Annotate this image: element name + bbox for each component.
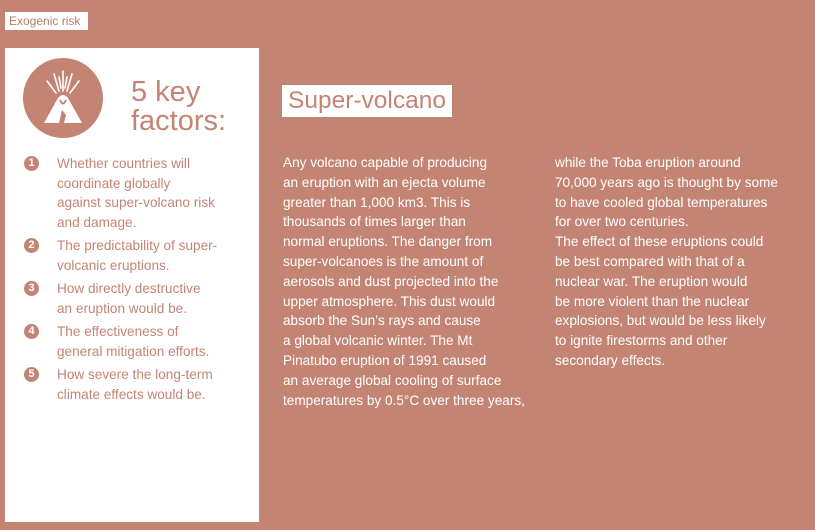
body-text-column-1: Any volcano capable of producing an eruption with an ejecta volume greater than 1,000 km3. This is thousands of times larger than normal eruptions. The danger from super-volcanoes is the amount of aerosols and dust projected into the upper atmosphere. This dust would absorb the Sun’s rays and cause a global volcanic winter. The Mt Pinatubo eruption of 1991 caused an average global cooling of surface temperatures by 0.5°C over three years, xyxy=(283,155,525,408)
body-text-column-2: while the Toba eruption around 70,000 years ago is thought by some to have cooled global temperatures for over two centuries. The effect of these eruptions could be best compared with that of a nuclear war. The eruption would be more violent than the nuclear explosions, but would be less likely to ignite firestorms and other secondary effects. xyxy=(555,155,778,368)
factor-number-badge: 2 xyxy=(24,238,39,253)
factor-number-badge: 3 xyxy=(24,281,39,296)
factors-title-line2: factors: xyxy=(131,105,227,137)
factor-text: How severe the long-term climate effects would be. xyxy=(57,367,213,402)
factor-number-badge: 4 xyxy=(24,324,39,339)
volcano-icon xyxy=(22,57,104,139)
factor-item xyxy=(19,322,255,361)
factors-title xyxy=(131,78,226,136)
factor-item xyxy=(19,365,255,404)
key-factors-panel xyxy=(5,48,259,522)
factor-number-badge: 1 xyxy=(24,156,39,171)
factors-list xyxy=(19,154,255,408)
factors-title-line1: 5 key xyxy=(131,76,201,108)
factor-text: The predictability of super- volcanic eruptions. xyxy=(57,238,218,273)
factor-text: Whether countries will coordinate globally against super-volcano risk and damage. xyxy=(57,156,215,230)
category-tag: Exogenic risk xyxy=(5,12,88,30)
factor-text: The effectiveness of general mitigation efforts. xyxy=(57,324,210,359)
factor-number-badge: 5 xyxy=(24,367,39,382)
factor-item xyxy=(19,279,255,318)
page-title: Super-volcano xyxy=(282,85,452,117)
factor-item xyxy=(19,236,255,275)
factor-text: How directly destructive an eruption would be. xyxy=(57,281,201,316)
factor-item xyxy=(19,154,255,232)
